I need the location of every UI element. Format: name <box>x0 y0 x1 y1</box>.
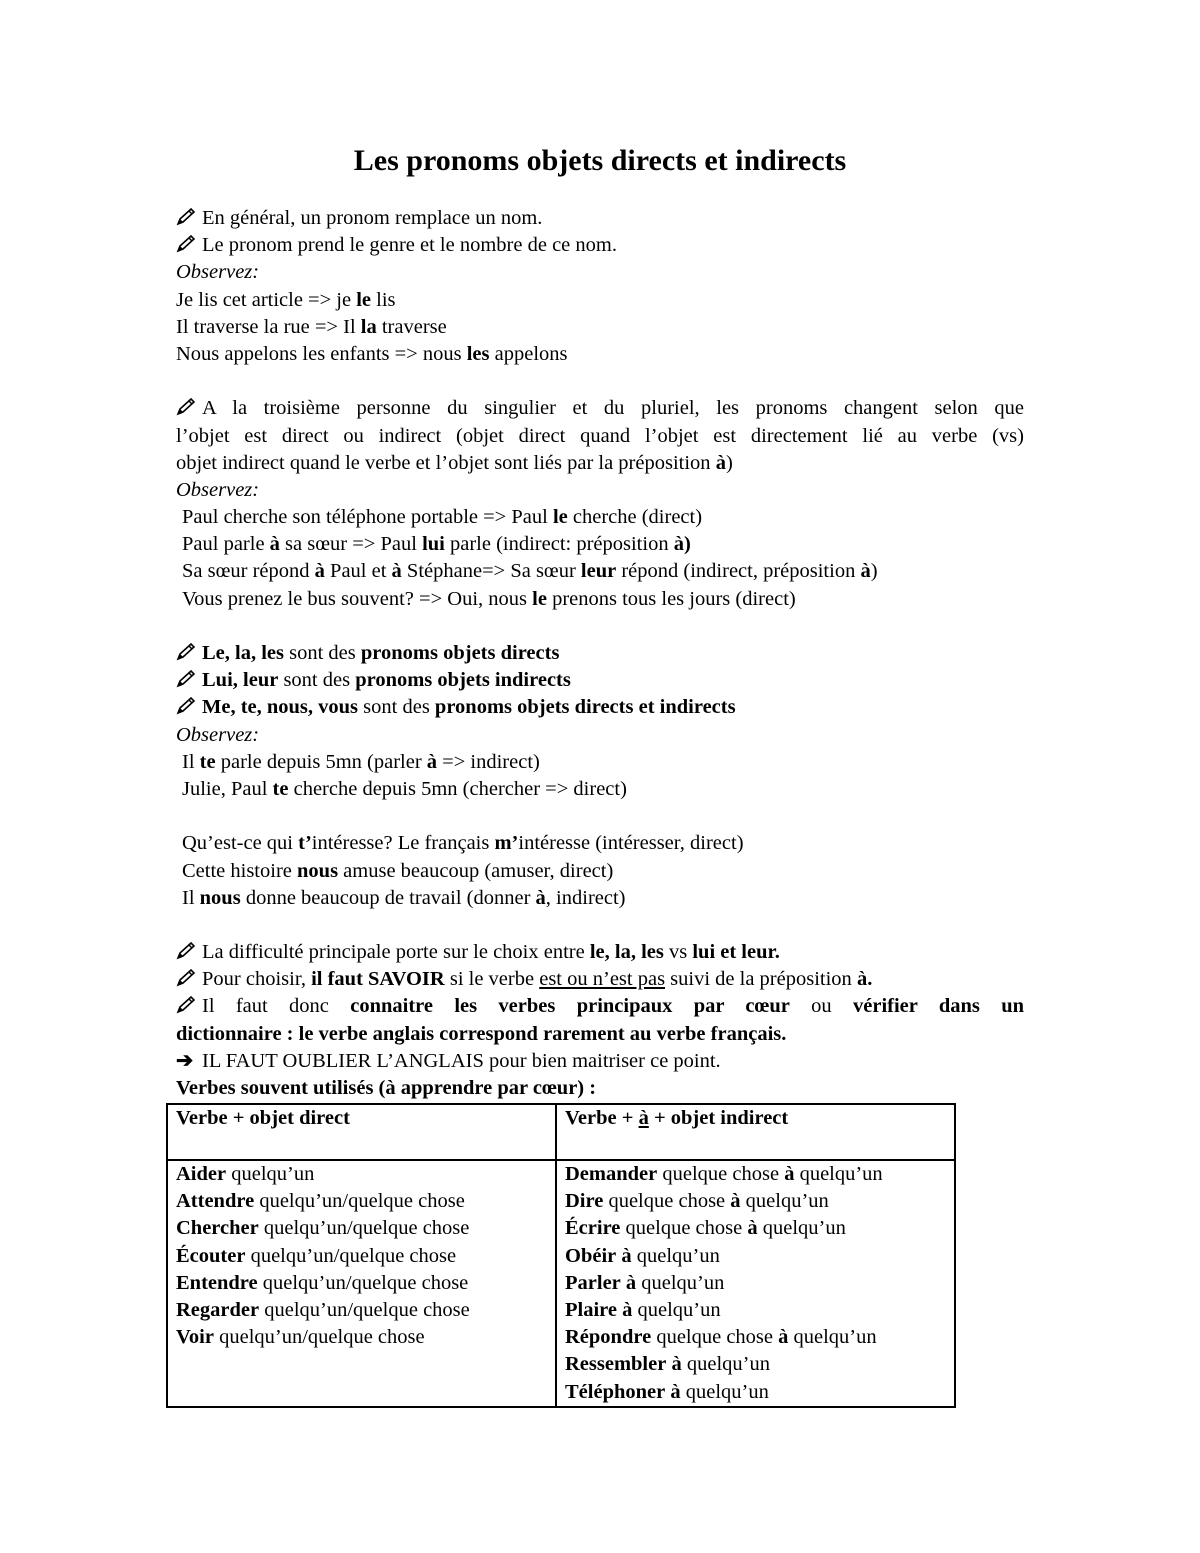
text-span: m’ <box>494 832 519 855</box>
text-span: répond (indirect, préposition <box>616 560 861 583</box>
example-line <box>176 287 1024 314</box>
text-span: => indirect) <box>437 750 540 773</box>
text-span: à <box>314 560 325 583</box>
text-span: à <box>670 1380 681 1403</box>
example-line <box>176 341 1024 368</box>
text-span: lui et leur. <box>692 941 780 964</box>
third-person-text: l’objet est direct ou indirect (objet direct quand l’objet est directement lié au verbe (vs) <box>176 424 1024 447</box>
text-span: intéresse (intéresser, direct) <box>518 832 744 855</box>
text-span: Répondre <box>565 1326 652 1349</box>
text-span: à <box>621 1244 632 1267</box>
text-span: prenons tous les jours (direct) <box>546 587 796 610</box>
list-item <box>565 1297 946 1324</box>
page-title: Les pronoms objets directs et indirects <box>353 144 847 177</box>
list-item <box>176 1243 547 1270</box>
third-person-text: A la troisième personne du singulier et du pluriel, les pronoms changent selon que <box>202 397 1024 420</box>
text-span: quelqu’un <box>740 1190 829 1213</box>
indirect-verbs-cell <box>556 1160 955 1407</box>
intro-bullet-2: Le pronom prend le genre et le nombre de ce nom. <box>202 234 617 257</box>
header-direct <box>167 1104 556 1160</box>
third-person-line-2 <box>176 423 1024 450</box>
text-span: vs <box>663 941 693 964</box>
observez-label <box>176 477 1024 504</box>
list-item <box>565 1379 946 1406</box>
text-span: Paul parle <box>182 533 270 556</box>
text-span: Aider <box>176 1163 227 1185</box>
text-span: cherche (direct) <box>567 506 703 529</box>
third-person-line-3 <box>176 450 1024 477</box>
list-item <box>565 1351 946 1378</box>
example-text: traverse <box>376 315 447 338</box>
text-span: Paul cherche son téléphone portable => Paul <box>182 506 553 529</box>
list-item <box>176 1161 547 1188</box>
preposition: à <box>715 451 726 474</box>
text-span: à <box>535 886 546 909</box>
text-span: quelqu’un <box>631 1244 720 1267</box>
text-span: Me, te, nous, vous <box>202 696 359 719</box>
text-span: quelqu’un/quelque chose <box>254 1190 465 1213</box>
text-span: nous <box>199 886 241 909</box>
text-span: quelqu’un/quelque chose <box>257 1271 469 1294</box>
right-arrow-icon: ➔ <box>176 1049 194 1072</box>
text-span: Il <box>182 886 200 909</box>
pencil-icon <box>176 235 202 253</box>
text-span: leur <box>580 560 617 583</box>
third-person-line-1 <box>176 395 1024 422</box>
bullet-line <box>176 667 1024 694</box>
text-span: Plaire <box>565 1299 617 1322</box>
text-span: La difficulté principale porte sur le choix entre <box>202 941 590 964</box>
text-span: Verbe + objet direct <box>176 1107 350 1129</box>
text-span: le, la, les <box>589 941 664 964</box>
text-span: quelqu’un <box>757 1217 846 1240</box>
example-pronoun: la <box>360 315 377 338</box>
table-title <box>176 1075 1024 1102</box>
bullet-line <box>176 966 1024 993</box>
example-line <box>176 885 1024 912</box>
text-span: connaitre les verbes principaux par cœur <box>350 995 790 1018</box>
example-line <box>176 586 1024 613</box>
text-span: Il faut donc <box>202 995 351 1018</box>
pencil-icon <box>176 942 202 960</box>
third-person-text: objet indirect quand le verbe et l’objet sont liés par la préposition <box>176 451 716 474</box>
table-header-row <box>167 1104 955 1160</box>
text-span: Lui, leur <box>202 669 279 692</box>
text-span: sont des <box>284 642 361 664</box>
example-line <box>176 558 1024 585</box>
intro-bullet-1: En général, un pronom remplace un nom. <box>202 207 543 229</box>
text-span: Julie, Paul <box>182 777 273 800</box>
bullet-line <box>176 694 1024 721</box>
text-span: pronoms objets indirects <box>355 669 571 692</box>
text-span: pronoms objets directs <box>360 642 560 664</box>
arrow-line <box>176 1048 1024 1075</box>
text-span: Verbe + <box>565 1107 639 1129</box>
list-item <box>565 1188 946 1215</box>
pencil-icon <box>176 643 202 661</box>
example-line <box>176 858 1024 885</box>
example-text: lis <box>371 288 396 311</box>
pencil-icon <box>176 398 202 416</box>
bullet-line <box>176 232 1024 259</box>
text-span: est ou n’est pas <box>539 968 666 991</box>
text-span: Ressembler <box>565 1353 667 1376</box>
text-span: à <box>638 1107 649 1129</box>
direct-verbs-cell <box>167 1160 556 1407</box>
text-span: nous <box>297 859 339 882</box>
example-pronoun: le <box>356 288 372 311</box>
text-span: quelqu’un/quelque chose <box>213 1326 425 1349</box>
text-span: ou <box>789 995 854 1018</box>
text-span: à) <box>673 533 691 556</box>
pencil-icon <box>176 670 202 688</box>
observez-text: Observez: <box>176 478 260 501</box>
text-span: à <box>269 533 280 556</box>
list-item <box>176 1188 547 1215</box>
bullet-line <box>176 640 1024 667</box>
text-span: sont des <box>358 696 435 719</box>
text-span: quelqu’un <box>794 1163 883 1185</box>
text-span: Écrire <box>565 1217 621 1240</box>
text-span: sa sœur => Paul <box>279 533 423 556</box>
document-body <box>176 205 1024 1102</box>
text-span: + objet indirect <box>648 1107 789 1129</box>
text-span: parle depuis 5mn (parler <box>215 750 427 773</box>
text-span: à <box>671 1353 682 1376</box>
text-span: vérifier dans un <box>853 995 1025 1018</box>
pencil-icon <box>176 208 202 226</box>
pencil-icon <box>176 969 202 987</box>
verbs-table <box>166 1103 956 1408</box>
example-line <box>176 830 1024 857</box>
text-span: te <box>199 750 216 773</box>
text-span: , indirect) <box>545 886 626 909</box>
text-span: à <box>426 750 438 773</box>
text-span: Il <box>182 750 200 773</box>
text-span: quelqu’un/quelque chose <box>245 1244 457 1267</box>
dictionary-text: dictionnaire : le verbe anglais correspond rarement au verbe français. <box>176 1022 787 1045</box>
text-span: Paul et <box>324 560 392 583</box>
text-span: à <box>730 1190 741 1213</box>
text-span: quelqu’un/quelque chose <box>258 1217 470 1240</box>
example-pronoun: les <box>466 342 490 365</box>
header-indirect <box>556 1104 955 1160</box>
text-span: intéresse? Le français <box>311 832 495 855</box>
text-span: donne beaucoup de travail (donner <box>240 886 536 909</box>
text-span: à. <box>856 968 873 991</box>
list-item <box>565 1324 946 1351</box>
text-span: Sa sœur répond <box>182 560 315 583</box>
text-span: quelque chose <box>657 1163 785 1185</box>
text-span: Écouter <box>176 1244 246 1267</box>
example-line <box>176 314 1024 341</box>
list-item <box>176 1215 547 1242</box>
text-span: Pour choisir, <box>202 968 312 991</box>
text-span: pronoms objets directs et indirects <box>434 696 736 719</box>
list-item <box>565 1243 946 1270</box>
text-span: Vous prenez le bus souvent? => Oui, nous <box>182 587 533 610</box>
text-span: à <box>622 1299 633 1322</box>
text-span: quelqu’un <box>636 1271 725 1294</box>
text-span: il faut SAVOIR <box>311 968 445 991</box>
list-item <box>176 1270 547 1297</box>
pencil-icon <box>176 697 202 715</box>
list-item <box>565 1215 946 1242</box>
list-item <box>565 1270 946 1297</box>
text-span: parle (indirect: préposition <box>444 533 674 556</box>
text-span: Demander <box>565 1163 658 1185</box>
text-span: Parler <box>565 1271 621 1294</box>
text-span: quelqu’un <box>632 1299 721 1322</box>
list-item <box>565 1161 946 1188</box>
text-span: quelqu’un <box>788 1326 877 1349</box>
text-span: le <box>552 506 568 529</box>
text-span: suivi de la préposition <box>665 968 857 991</box>
dictionary-line <box>176 1021 1024 1048</box>
text-span: Entendre <box>176 1271 258 1294</box>
list-item <box>176 1324 547 1351</box>
bullet-line <box>176 993 1024 1020</box>
example-line <box>176 749 1024 776</box>
text-span: quelque chose <box>620 1217 748 1240</box>
text-span: sont des <box>278 669 356 692</box>
observez-text: Observez: <box>176 261 260 284</box>
text-span: à <box>860 560 871 583</box>
text-span: quelqu’un <box>681 1353 770 1376</box>
text-span: quelqu’un <box>680 1380 769 1403</box>
text-span: quelqu’un <box>226 1163 315 1185</box>
text-span: Voir <box>176 1326 214 1349</box>
text-span: Regarder <box>176 1299 260 1322</box>
text-span: Cette histoire <box>182 859 298 882</box>
list-item <box>176 1297 547 1324</box>
bullet-line <box>176 939 1024 966</box>
text-span: Obéir <box>565 1244 617 1267</box>
example-text: Il traverse la rue => Il <box>176 315 361 338</box>
text-span: t’ <box>298 832 312 855</box>
text-span: le <box>532 587 547 610</box>
bullet-line <box>176 205 1024 232</box>
example-text: appelons <box>489 342 568 365</box>
example-text: Je lis cet article => je <box>176 288 357 311</box>
arrow-text: IL FAUT OUBLIER L’ANGLAIS pour bien maitriser ce point. <box>202 1049 721 1072</box>
third-person-text: ) <box>725 451 733 474</box>
text-span: à <box>391 560 402 583</box>
text-span: Stéphane=> Sa sœur <box>401 560 581 583</box>
table-body-row <box>167 1160 955 1407</box>
text-span: à <box>784 1163 795 1185</box>
text-span: amuse beaucoup (amuser, direct) <box>338 859 614 882</box>
text-span: Qu’est-ce qui <box>182 832 299 855</box>
text-span: Dire <box>565 1190 604 1213</box>
text-span: lui <box>422 533 445 556</box>
text-span: quelque chose <box>603 1190 731 1213</box>
text-span: à <box>747 1217 758 1240</box>
text-span: te <box>272 777 289 800</box>
text-span: à <box>625 1271 637 1294</box>
text-span: Attendre <box>176 1190 255 1213</box>
observez-label <box>176 259 1024 286</box>
observez-text: Observez: <box>176 723 260 746</box>
text-span: quelque chose <box>651 1326 779 1349</box>
example-line <box>176 504 1024 531</box>
text-span: à <box>778 1326 789 1349</box>
example-text: Nous appelons les enfants => nous <box>176 342 467 365</box>
text-span: cherche depuis 5mn (chercher => direct) <box>288 777 627 800</box>
observez-label <box>176 722 1024 749</box>
example-line <box>176 531 1024 558</box>
text-span: ) <box>870 560 878 583</box>
text-span: si le verbe <box>444 968 540 991</box>
text-span: Chercher <box>176 1217 259 1240</box>
text-span: Le, la, les <box>202 642 284 664</box>
pencil-icon <box>176 996 202 1014</box>
table-title-text: Verbes souvent utilisés (à apprendre par cœur) : <box>176 1077 597 1099</box>
text-span: Téléphoner <box>565 1380 666 1403</box>
example-line <box>176 776 1024 803</box>
text-span: quelqu’un/quelque chose <box>259 1299 470 1322</box>
